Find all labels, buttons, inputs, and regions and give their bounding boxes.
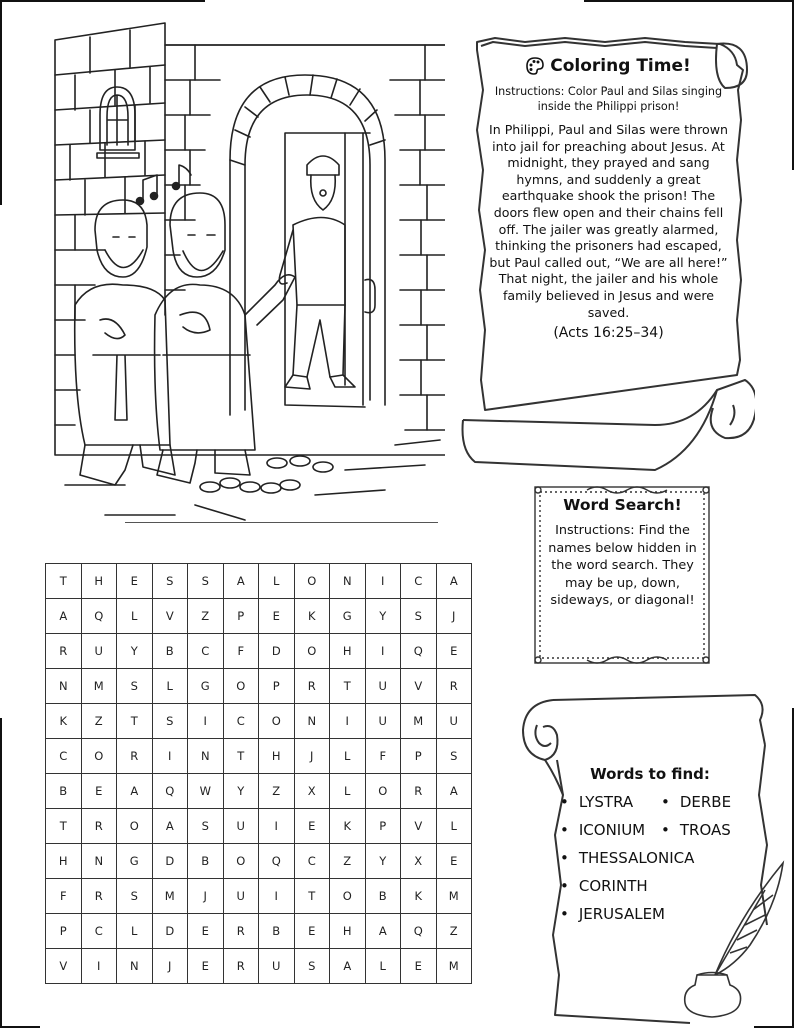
word-search-title: Word Search! (563, 496, 682, 514)
grid-cell[interactable]: U (223, 809, 259, 844)
grid-cell[interactable]: K (330, 809, 366, 844)
grid-cell[interactable]: R (46, 634, 82, 669)
grid-cell[interactable]: O (259, 704, 295, 739)
grid-cell[interactable]: Q (152, 774, 188, 809)
grid-cell[interactable]: Q (401, 914, 437, 949)
grid-cell[interactable]: O (117, 809, 153, 844)
grid-cell[interactable]: V (152, 599, 188, 634)
grid-cell[interactable]: L (365, 949, 401, 984)
grid-cell[interactable]: E (81, 774, 117, 809)
grid-cell[interactable]: V (401, 809, 437, 844)
paul-silas-prison-illustration (45, 15, 445, 525)
grid-cell[interactable]: O (365, 774, 401, 809)
grid-cell[interactable]: D (152, 914, 188, 949)
grid-cell[interactable]: F (46, 879, 82, 914)
grid-cell[interactable]: C (401, 564, 437, 599)
grid-cell[interactable]: U (365, 669, 401, 704)
grid-cell[interactable]: U (365, 704, 401, 739)
grid-cell[interactable]: K (294, 599, 330, 634)
grid-row (46, 844, 472, 879)
grid-cell[interactable]: Z (188, 599, 224, 634)
grid-cell[interactable]: P (46, 914, 82, 949)
grid-cell[interactable]: T (117, 704, 153, 739)
grid-cell[interactable]: G (188, 669, 224, 704)
grid-cell[interactable]: C (294, 844, 330, 879)
grid-cell[interactable]: C (188, 634, 224, 669)
grid-cell[interactable]: Y (365, 599, 401, 634)
grid-cell[interactable]: E (117, 564, 153, 599)
grid-cell[interactable]: H (330, 914, 366, 949)
grid-cell[interactable]: A (152, 809, 188, 844)
coloring-title-text: Coloring Time! (550, 56, 691, 76)
grid-cell[interactable]: A (46, 599, 82, 634)
coloring-panel (486, 56, 731, 341)
grid-row (46, 599, 472, 634)
grid-cell[interactable]: J (294, 739, 330, 774)
coloring-title (486, 56, 731, 76)
grid-cell[interactable]: M (436, 949, 472, 984)
grid-row (46, 634, 472, 669)
grid-cell[interactable]: G (117, 844, 153, 879)
grid-cell[interactable]: B (188, 844, 224, 879)
grid-cell[interactable]: R (223, 949, 259, 984)
corner-mark (0, 0, 205, 2)
grid-cell[interactable]: T (46, 809, 82, 844)
grid-row (46, 914, 472, 949)
grid-cell[interactable]: C (46, 739, 82, 774)
grid-cell[interactable]: S (117, 879, 153, 914)
grid-cell[interactable]: P (365, 809, 401, 844)
grid-cell[interactable]: L (330, 739, 366, 774)
grid-cell[interactable]: O (294, 634, 330, 669)
grid-cell[interactable]: R (294, 669, 330, 704)
grid-cell[interactable]: J (152, 949, 188, 984)
word-search-instructions: Instructions: Find the names below hidden in the word search. They may be up, down, sideways, or diagonal! (548, 523, 697, 609)
grid-cell[interactable]: Q (259, 844, 295, 879)
grid-cell[interactable]: O (223, 844, 259, 879)
grid-cell[interactable]: H (259, 739, 295, 774)
grid-cell[interactable]: T (294, 879, 330, 914)
grid-cell[interactable]: E (401, 949, 437, 984)
word-iconium: • ICONIUM (560, 821, 645, 839)
corner-mark (584, 0, 794, 2)
grid-cell[interactable]: U (223, 879, 259, 914)
grid-cell[interactable]: O (294, 564, 330, 599)
grid-cell[interactable]: I (259, 809, 295, 844)
grid-cell[interactable]: U (259, 949, 295, 984)
grid-cell[interactable]: V (401, 669, 437, 704)
grid-cell[interactable]: Z (436, 914, 472, 949)
grid-cell[interactable]: N (330, 564, 366, 599)
bible-citation: (Acts 16:25–34) (553, 325, 664, 342)
grid-cell[interactable]: I (188, 704, 224, 739)
grid-cell[interactable]: E (188, 914, 224, 949)
grid-cell[interactable]: H (330, 634, 366, 669)
grid-cell[interactable]: W (188, 774, 224, 809)
grid-row (46, 669, 472, 704)
grid-cell[interactable]: A (330, 949, 366, 984)
grid-cell[interactable]: I (81, 949, 117, 984)
grid-row (46, 704, 472, 739)
grid-cell[interactable]: J (436, 599, 472, 634)
word-troas: • TROAS (661, 821, 731, 839)
grid-cell[interactable]: C (81, 914, 117, 949)
grid-cell[interactable]: D (259, 634, 295, 669)
grid-cell[interactable]: H (81, 564, 117, 599)
grid-cell[interactable]: Y (117, 634, 153, 669)
grid-cell[interactable]: E (294, 914, 330, 949)
grid-row (46, 949, 472, 984)
grid-cell[interactable]: M (436, 879, 472, 914)
grid-cell[interactable]: X (401, 844, 437, 879)
grid-cell[interactable]: S (188, 809, 224, 844)
grid-cell[interactable]: R (401, 774, 437, 809)
grid-cell[interactable]: Y (365, 844, 401, 879)
grid-cell[interactable]: L (117, 599, 153, 634)
grid-cell[interactable]: F (365, 739, 401, 774)
grid-cell[interactable]: E (188, 949, 224, 984)
grid-cell[interactable]: B (152, 634, 188, 669)
grid-cell[interactable]: Q (81, 599, 117, 634)
grid-cell[interactable]: I (365, 634, 401, 669)
grid-cell[interactable]: P (401, 739, 437, 774)
grid-cell[interactable]: A (223, 564, 259, 599)
grid-cell[interactable]: L (330, 774, 366, 809)
grid-cell[interactable]: I (365, 564, 401, 599)
grid-cell[interactable]: F (223, 634, 259, 669)
grid-cell[interactable]: Z (259, 774, 295, 809)
grid-cell[interactable]: A (436, 774, 472, 809)
word-thessalonica: • THESSALONICA (560, 849, 694, 867)
grid-cell[interactable]: O (223, 669, 259, 704)
grid-cell[interactable]: R (81, 809, 117, 844)
grid-cell[interactable]: U (436, 704, 472, 739)
word-search-grid (45, 563, 472, 984)
grid-row (46, 564, 472, 599)
grid-cell[interactable]: A (365, 914, 401, 949)
grid-cell[interactable]: R (223, 914, 259, 949)
grid-cell[interactable]: K (401, 879, 437, 914)
grid-cell[interactable]: H (46, 844, 82, 879)
grid-cell[interactable]: I (259, 879, 295, 914)
grid-cell[interactable]: L (152, 669, 188, 704)
grid-cell[interactable]: M (152, 879, 188, 914)
grid-cell[interactable]: K (46, 704, 82, 739)
grid-cell[interactable]: L (259, 564, 295, 599)
grid-cell[interactable]: Z (81, 704, 117, 739)
grid-cell[interactable]: M (401, 704, 437, 739)
grid-cell[interactable]: T (223, 739, 259, 774)
grid-cell[interactable]: T (330, 669, 366, 704)
grid-cell[interactable]: E (294, 809, 330, 844)
grid-cell[interactable]: O (330, 879, 366, 914)
word-lystra: • LYSTRA (560, 793, 633, 811)
grid-cell[interactable]: S (117, 669, 153, 704)
grid-cell[interactable]: E (436, 634, 472, 669)
grid-cell[interactable]: B (365, 879, 401, 914)
grid-cell[interactable]: A (117, 774, 153, 809)
grid-cell[interactable]: M (81, 669, 117, 704)
grid-cell[interactable]: R (81, 879, 117, 914)
grid-cell[interactable]: Q (401, 634, 437, 669)
grid-cell[interactable]: E (259, 599, 295, 634)
grid-cell[interactable]: N (46, 669, 82, 704)
grid-cell[interactable]: V (46, 949, 82, 984)
word-search-panel (545, 496, 700, 610)
grid-cell[interactable]: L (436, 809, 472, 844)
grid-cell[interactable]: S (436, 739, 472, 774)
grid-cell[interactable]: N (294, 704, 330, 739)
grid-cell[interactable]: S (152, 704, 188, 739)
grid-cell[interactable]: S (152, 564, 188, 599)
grid-cell[interactable]: R (117, 739, 153, 774)
word-jerusalem: • JERUSALEM (560, 905, 665, 923)
grid-cell[interactable]: Y (223, 774, 259, 809)
grid-cell[interactable]: N (117, 949, 153, 984)
grid-cell[interactable]: N (81, 844, 117, 879)
grid-cell[interactable]: X (294, 774, 330, 809)
grid-cell[interactable]: S (294, 949, 330, 984)
grid-cell[interactable]: C (223, 704, 259, 739)
grid-cell[interactable]: B (259, 914, 295, 949)
grid-cell[interactable]: Z (330, 844, 366, 879)
grid-cell[interactable]: S (188, 564, 224, 599)
grid-cell[interactable]: E (436, 844, 472, 879)
grid-cell[interactable]: D (152, 844, 188, 879)
grid-row (46, 774, 472, 809)
corner-mark (0, 0, 2, 205)
word-derbe: • DERBE (661, 793, 731, 811)
coloring-instructions: Instructions: Color Paul and Silas singing inside the Philippi prison! (494, 85, 723, 113)
grid-row (46, 809, 472, 844)
grid-cell[interactable]: A (436, 564, 472, 599)
corner-mark (0, 718, 2, 1028)
grid-row (46, 739, 472, 774)
grid-cell[interactable]: P (223, 599, 259, 634)
grid-cell[interactable]: O (81, 739, 117, 774)
grid-cell[interactable]: S (401, 599, 437, 634)
grid-cell[interactable]: G (330, 599, 366, 634)
grid-cell[interactable]: I (152, 739, 188, 774)
word-corinth: • CORINTH (560, 877, 648, 895)
story-text: In Philippi, Paul and Silas were thrown into jail for preaching about Jesus. At midnight, they prayed and sang hymns, and suddenly a great earthquake shook the prison! The doors flew open and their chains fell off. The jailer was greatly alarmed, thinking the prisoners had escaped, but Paul called out, “We are all here!” That night, the jailer and his whole family believed in Jesus and were saved. (489, 122, 728, 320)
palette-icon (526, 57, 544, 75)
divider-line (125, 522, 438, 523)
grid-cell[interactable]: U (81, 634, 117, 669)
grid-cell[interactable]: P (259, 669, 295, 704)
grid-cell[interactable]: L (117, 914, 153, 949)
grid-cell[interactable]: N (188, 739, 224, 774)
grid-cell[interactable]: J (188, 879, 224, 914)
grid-cell[interactable]: B (46, 774, 82, 809)
grid-row (46, 879, 472, 914)
grid-cell[interactable]: T (46, 564, 82, 599)
words-to-find-title: Words to find: (590, 765, 710, 783)
grid-cell[interactable]: R (436, 669, 472, 704)
grid-cell[interactable]: I (330, 704, 366, 739)
